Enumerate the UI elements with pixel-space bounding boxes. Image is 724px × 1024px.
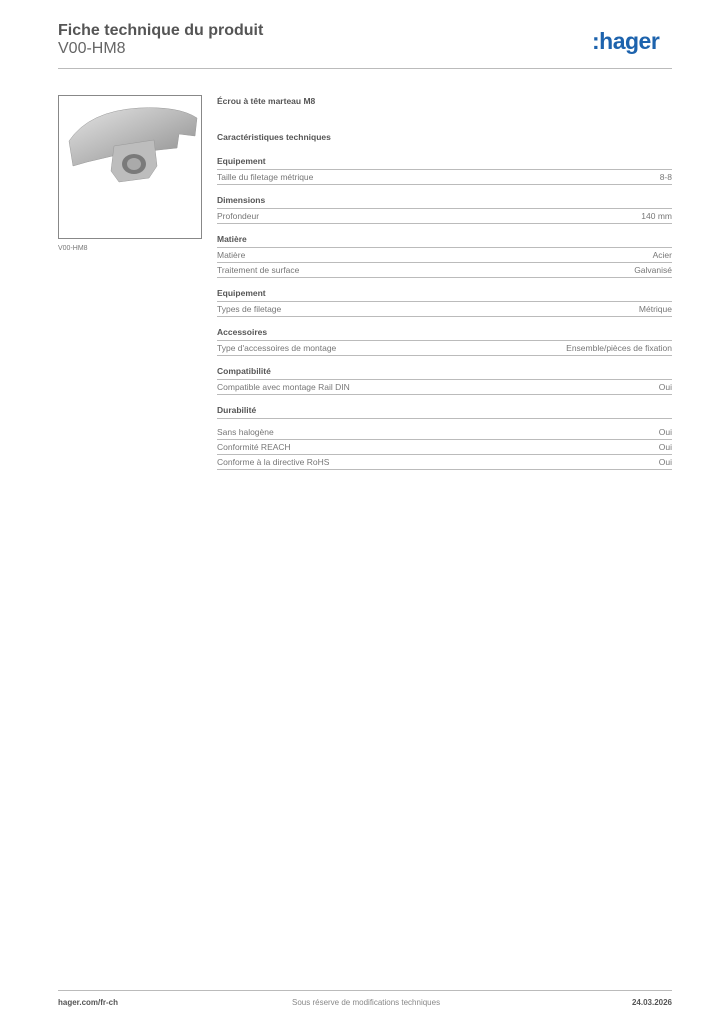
spec-group-title: Durabilité (217, 405, 672, 419)
spec-value: Oui (658, 427, 672, 437)
spec-row (217, 341, 672, 356)
spec-label: Type d'accessoires de montage (217, 343, 337, 353)
image-caption: V00-HM8 (58, 245, 88, 252)
spec-row (217, 263, 672, 278)
spec-group (217, 234, 672, 278)
spec-group-title: Equipement (217, 288, 672, 302)
spec-row (217, 440, 672, 455)
spec-row (217, 209, 672, 224)
spec-group-title: Accessoires (217, 327, 672, 341)
spec-value: Métrique (638, 304, 672, 314)
spec-label: Compatible avec montage Rail DIN (217, 382, 350, 392)
spec-label: Types de filetage (217, 304, 282, 314)
footer-divider (58, 990, 672, 991)
spec-group (217, 327, 672, 356)
spec-label: Conformité REACH (217, 442, 291, 452)
product-image (58, 95, 202, 239)
header-divider (58, 68, 672, 69)
spec-value: 140 mm (641, 211, 672, 221)
spec-label: Taille du filetage métrique (217, 172, 314, 182)
spec-value: Oui (658, 442, 672, 452)
page-title: Fiche technique du produit (58, 22, 264, 39)
spec-group (217, 405, 672, 470)
footer-website[interactable]: hager.com/fr-ch (58, 998, 119, 1007)
product-name: Écrou à tête marteau M8 (217, 96, 316, 106)
section-title: Caractéristiques techniques (217, 132, 331, 142)
spec-group-title: Compatibilité (217, 366, 672, 380)
footer-notice: Sous réserve de modifications techniques (292, 998, 441, 1007)
spec-label: Profondeur (217, 211, 260, 221)
footer-date: 24.03.2026 (631, 998, 672, 1007)
spec-value: Oui (658, 382, 672, 392)
spec-label: Sans halogène (217, 427, 274, 437)
spec-group-title: Matière (217, 234, 672, 248)
spec-value: Oui (658, 457, 672, 467)
spec-label: Matière (217, 250, 246, 260)
spec-group (217, 288, 672, 317)
spec-label: Traitement de surface (217, 265, 300, 275)
spec-label: Conforme à la directive RoHS (217, 457, 330, 467)
spec-group (217, 366, 672, 395)
spec-group-title: Dimensions (217, 195, 672, 209)
spec-row (217, 302, 672, 317)
spec-value: Ensemble/pièces de fixation (566, 343, 672, 353)
hager-logo: :hager (592, 28, 660, 54)
hammer-nut-image (59, 96, 201, 238)
spec-row (217, 425, 672, 440)
spec-group-title: Equipement (217, 156, 672, 170)
spec-row (217, 170, 672, 185)
specifications (217, 96, 672, 470)
spec-value: Acier (652, 250, 672, 260)
spec-row (217, 380, 672, 395)
spec-group (217, 195, 672, 224)
product-reference: V00-HM8 (58, 40, 126, 57)
spec-group (217, 156, 672, 185)
spec-value: Galvanisé (634, 265, 672, 275)
spec-row (217, 248, 672, 263)
spec-row (217, 455, 672, 470)
spec-value: 8-8 (659, 172, 672, 182)
